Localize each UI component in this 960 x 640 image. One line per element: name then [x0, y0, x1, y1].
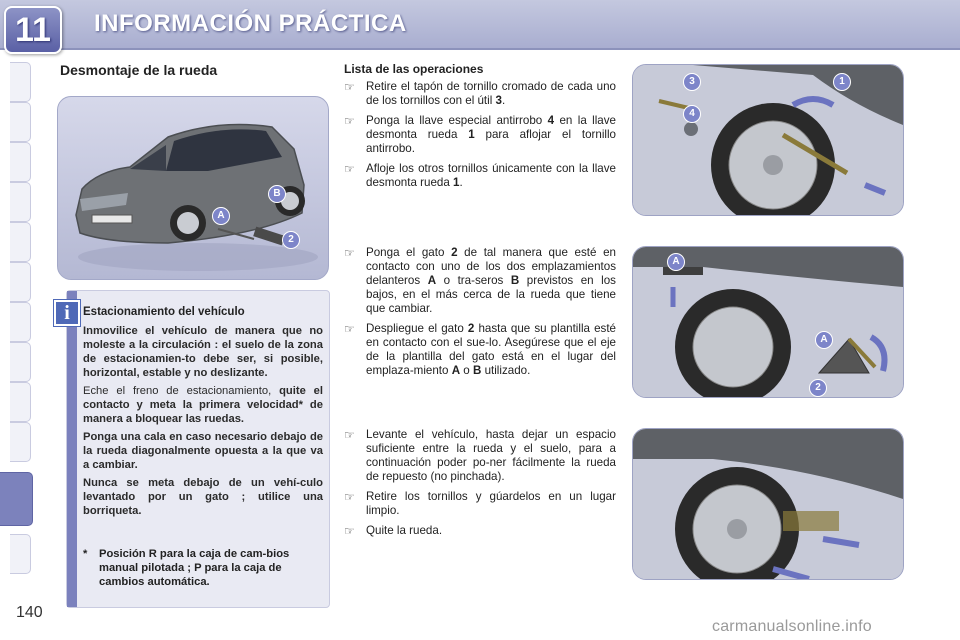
wrench-1-label: 1	[833, 73, 851, 91]
antitheft-key-4-label: 4	[683, 105, 701, 123]
side-tab[interactable]	[10, 342, 31, 382]
chapter-number-badge: 11	[4, 6, 62, 54]
side-tab-active[interactable]	[0, 472, 33, 526]
side-tab[interactable]	[10, 182, 31, 222]
car-drawing	[58, 97, 328, 279]
info-paragraph	[83, 384, 323, 426]
operations-group-2	[344, 246, 616, 384]
info-paragraph-rest: quite el contacto y meta la primera velocidad* de manera a bloquear las ruedas.	[83, 385, 323, 425]
operation-item: ☞ Ponga la llave especial antirrobo 4 en la llave desmonta rueda 1 para aflojar el tornillo antirrobo.	[344, 114, 617, 155]
chapter-header	[0, 0, 960, 50]
hand-pointer-icon: ☞	[344, 80, 355, 94]
side-tab[interactable]	[10, 382, 31, 422]
hand-pointer-icon: ☞	[344, 428, 355, 442]
operation-item: ☞ Ponga el gato 2 de tal manera que esté en contacto con uno de los dos emplazamientos delanteros A o tra-seros B previstos en los bajos, en el más cerca de la rueda que tiene que cambiar.	[344, 246, 616, 315]
wheel-bolts-illustration	[632, 64, 904, 216]
section-title: Desmontaje de la rueda	[60, 62, 218, 78]
footnote	[83, 547, 319, 589]
operation-item: ☞ Levante el vehículo, hasta dejar un espacio suficiente entre la rueda y el suelo, para a continuación poder po-ner fácilmente la rueda de repuesto (no pinchada).	[344, 428, 616, 483]
info-content	[83, 305, 323, 522]
chapter-title: INFORMACIÓN PRÁCTICA	[94, 10, 407, 37]
side-tab[interactable]	[10, 534, 31, 574]
side-tab[interactable]	[10, 222, 31, 262]
jack-point-b-label: B	[268, 185, 286, 203]
side-tab[interactable]	[10, 262, 31, 302]
side-tab[interactable]	[10, 422, 31, 462]
info-paragraph-lead: Eche el freno de estacionamiento,	[83, 385, 272, 397]
side-tab[interactable]	[10, 142, 31, 182]
side-tab[interactable]	[10, 302, 31, 342]
jack-point-a-label: A	[212, 207, 230, 225]
hand-pointer-icon: ☞	[344, 322, 355, 336]
jack-point-a-label: A	[815, 331, 833, 349]
footnote-text: Posición R para la caja de cam-bios manual pilotada ; P para la caja de cambios automática.	[99, 548, 290, 588]
info-paragraph: Inmovilice el vehículo de manera que no moleste a la circulación : el suelo de la zona de estacionamien-to debe ser, si posible, horizontal, estable y no deslizante.	[83, 325, 323, 379]
hand-pointer-icon: ☞	[344, 246, 355, 260]
side-tab[interactable]	[10, 102, 31, 142]
page-number: 140	[16, 604, 43, 621]
hand-pointer-icon: ☞	[344, 524, 355, 538]
hand-pointer-icon: ☞	[344, 162, 355, 176]
jack-point-a-label: A	[667, 253, 685, 271]
operation-item: ☞ Retire los tornillos y gúardelos en un lugar limpio.	[344, 490, 616, 517]
operation-item: ☞ Afloje los otros tornillos únicamente con la llave desmonta rueda 1.	[344, 162, 616, 189]
operations-group-1	[344, 80, 616, 196]
hand-pointer-icon: ☞	[344, 114, 355, 128]
tool-3-label: 3	[683, 73, 701, 91]
watermark: carmanualsonline.info	[712, 618, 872, 635]
wheel-removal-illustration	[632, 428, 904, 580]
jack-label: 2	[282, 231, 300, 249]
car-illustration	[57, 96, 329, 280]
info-box	[66, 290, 330, 608]
hand-pointer-icon: ☞	[344, 490, 355, 504]
info-paragraph: Nunca se meta debajo de un vehí-culo levantado por un gato ; utilice una borriqueta.	[83, 477, 323, 517]
chapter-side-tabs	[0, 62, 30, 582]
jack-label: 2	[809, 379, 827, 397]
info-stripe	[67, 291, 77, 607]
operations-group-3	[344, 428, 616, 544]
operation-item: ☞ Retire el tapón de tornillo cromado de cada uno de los tornillos con el útil 3.	[344, 80, 616, 107]
info-paragraph: Ponga una cala en caso necesario debajo de la rueda diagonalmente opuesta a la que va a cambiar.	[83, 431, 323, 471]
info-box-title: Estacionamiento del vehículo	[83, 306, 245, 318]
footnote-star: *	[83, 548, 88, 560]
jack-positioning-illustration	[632, 246, 904, 398]
operations-title: Lista de las operaciones	[344, 62, 484, 76]
info-icon: i	[54, 300, 80, 326]
operation-item: ☞ Quite la rueda.	[344, 524, 443, 538]
side-tab[interactable]	[10, 62, 31, 102]
operation-item: ☞ Despliegue el gato 2 hasta que su plantilla esté en contacto con el sue-lo. Asegúrese que el eje de la plantilla del gato está en el lugar del emplaza-miento A o B utilizado.	[344, 322, 616, 377]
